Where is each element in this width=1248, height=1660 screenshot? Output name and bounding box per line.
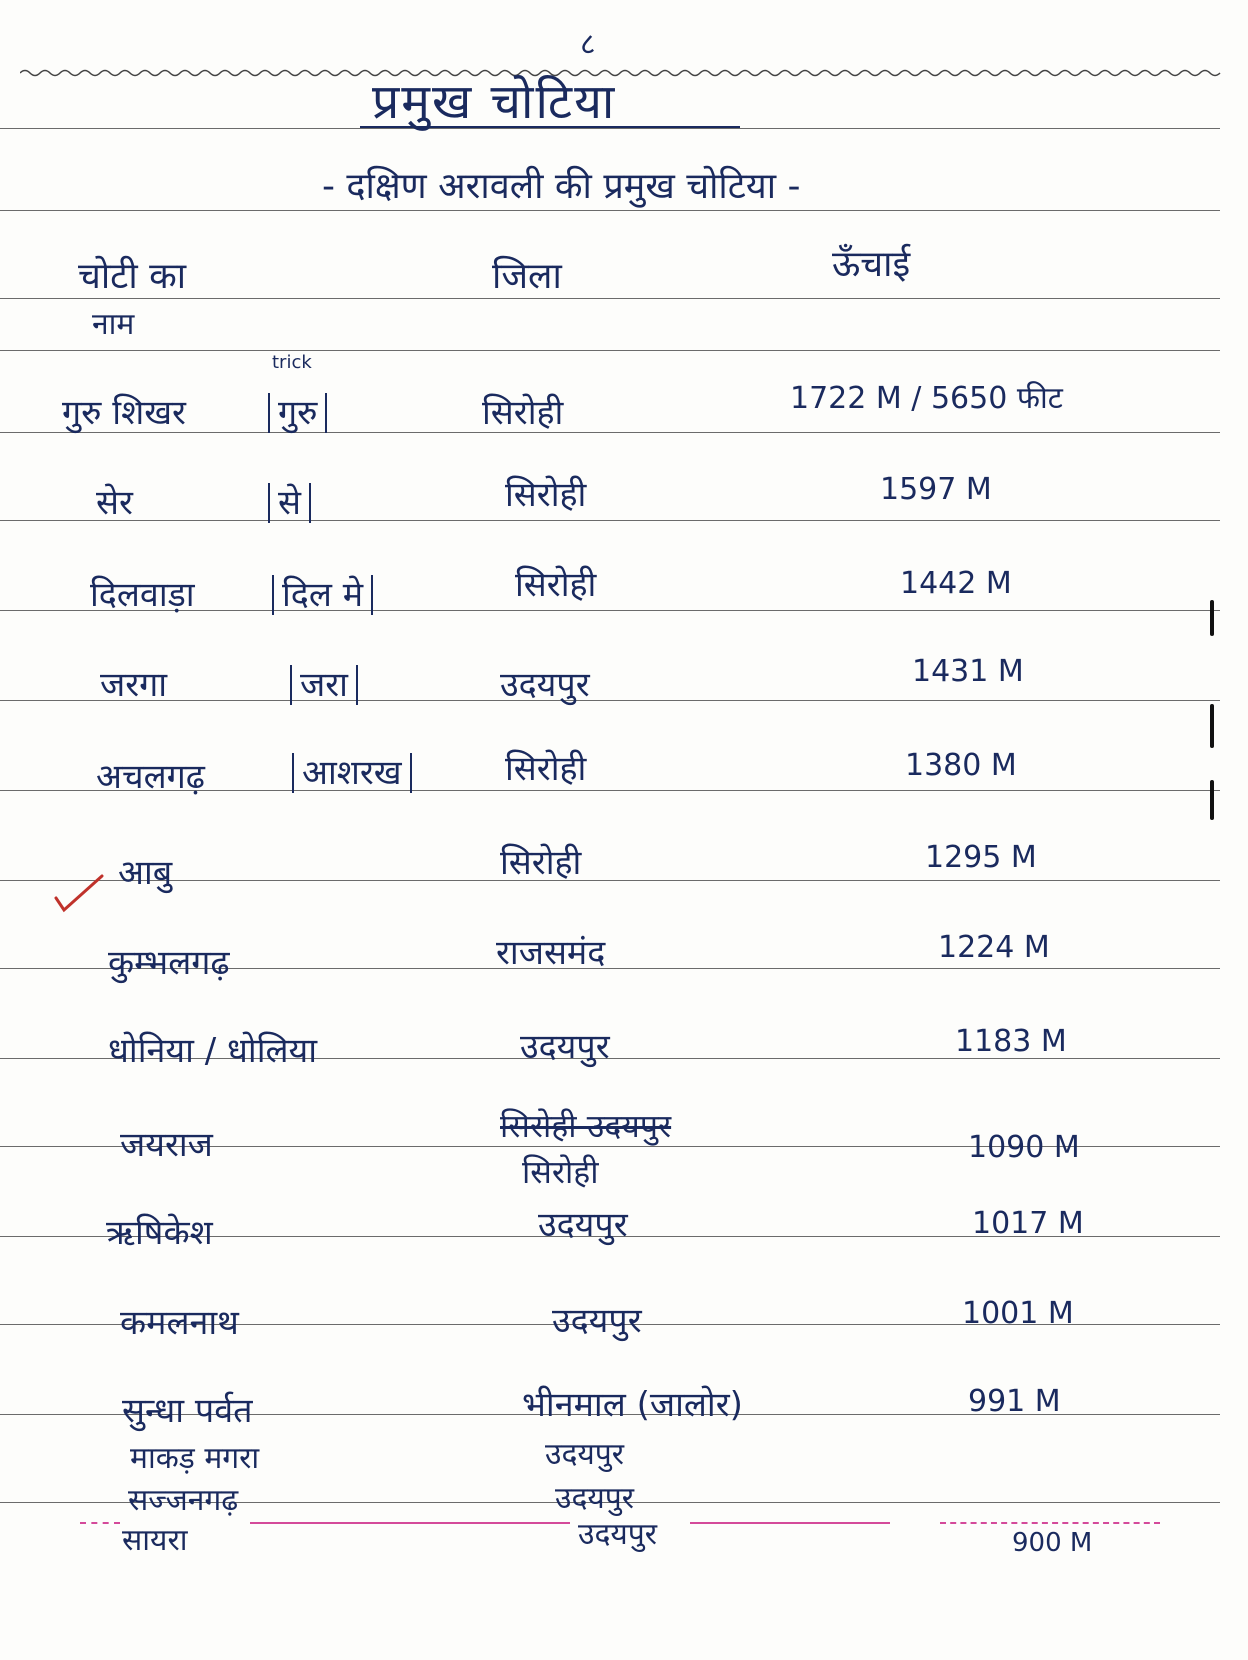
district-struck: सिरोही उदयपुर [500,1107,672,1145]
mnemonic-hint: से [268,483,311,523]
district: राजसमंद [496,933,606,973]
height: 1001 M [962,1296,1074,1331]
ruled-line [0,880,1220,881]
height: 1431 M [912,654,1024,689]
check-mark-icon [50,868,110,918]
peak-name: कमलनाथ [120,1303,239,1343]
margin-mark [1210,704,1214,748]
peak-name: आबु [118,853,173,893]
district: सिरोही [482,393,564,433]
peak-name: सेर [96,483,133,523]
height: 1722 M / 5650 फीट [790,381,1063,416]
district: उदयपुर [552,1301,642,1341]
page-subtitle: - दक्षिण अरावली की प्रमुख चोटिया - [322,166,801,207]
peak-name: सज्जनगढ़ [128,1483,239,1518]
peak-name: जरगा [100,665,168,705]
peak-name: सायरा [122,1523,188,1558]
height: 1090 M [968,1130,1080,1165]
peak-name: माकड़ मगरा [130,1441,260,1476]
district: उदयपुर [538,1205,628,1245]
height: 1442 M [900,566,1012,601]
header-name-line2: नाम [92,307,135,342]
pink-margin-line [250,1522,570,1524]
mnemonic-hint: दिल मे [272,575,373,615]
district: भीनमाल (जालोर) [522,1385,743,1425]
pink-margin-line [80,1522,120,1524]
district: उदयपुर [555,1481,635,1516]
district: उदयपुर [545,1437,625,1472]
height: 900 M [1012,1528,1093,1558]
peak-name: दिलवाड़ा [90,575,195,615]
height: 1183 M [955,1024,1067,1059]
district-corrected: सिरोही [522,1153,599,1191]
district: उदयपुर [578,1517,658,1552]
top-wavy-line [20,68,1225,78]
pink-margin-line [690,1522,890,1524]
ruled-line [0,210,1220,211]
peak-name: सुन्धा पर्वत [122,1391,253,1431]
peak-name: अचलगढ़ [96,757,205,797]
height: 1224 M [938,930,1050,965]
header-name-line1: चोटी का [78,256,187,297]
peak-name: धोनिया / धोलिया [108,1031,318,1071]
mnemonic-hint: गुरु [268,393,327,433]
ruled-line [0,350,1220,351]
mnemonic-hint: आशरख [292,753,412,793]
height: 1017 M [972,1206,1084,1241]
header-district: जिला [492,256,562,297]
height: 991 M [968,1384,1061,1419]
page-title: प्रमुख चोटिया [372,74,617,130]
peak-name: जयराज [120,1125,213,1165]
height: 1380 M [905,748,1017,783]
trick-note: trick [272,352,312,373]
height: 1597 M [880,472,992,507]
peak-name: कुम्भलगढ़ [108,943,230,983]
peak-name: ऋषिकेश [106,1213,213,1253]
height: 1295 M [925,840,1037,875]
ruled-line [0,700,1220,701]
title-underline [360,126,740,128]
ruled-line [0,520,1220,521]
mnemonic-hint: जरा [290,665,358,705]
margin-mark [1210,600,1214,636]
pink-margin-line [940,1522,1160,1524]
district: सिरोही [505,475,587,515]
peak-name: गुरु शिखर [62,393,186,433]
district: सिरोही [500,843,582,883]
district: उदयपुर [500,665,590,705]
district: सिरोही [505,749,587,789]
page-number: ८ [580,27,596,62]
district: उदयपुर [520,1027,610,1067]
margin-mark [1210,780,1214,820]
header-height: ऊँचाई [832,244,911,285]
district: सिरोही [515,565,597,605]
